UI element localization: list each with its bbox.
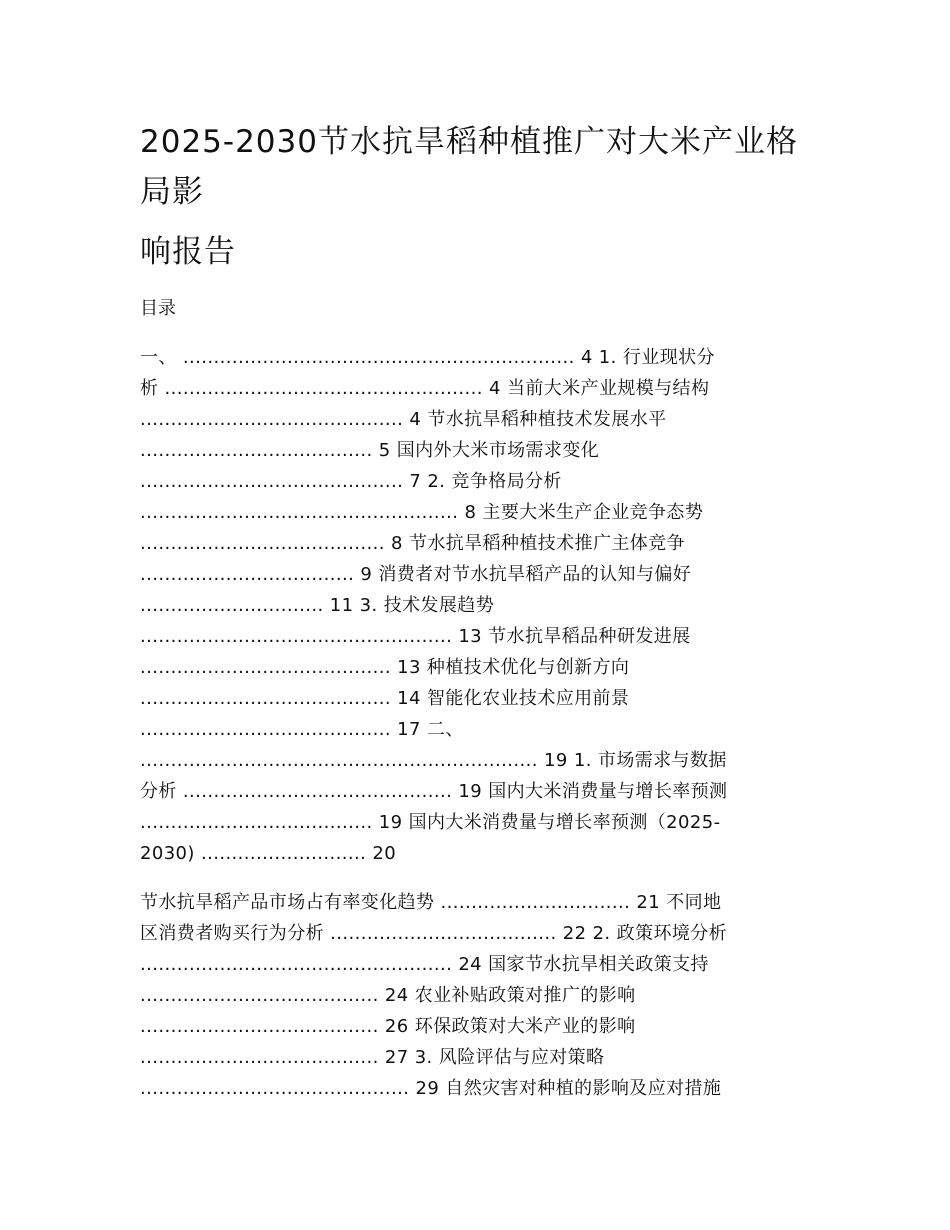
toc-line: ....................................... 26 环保政策对大米产业的影响 bbox=[140, 1016, 636, 1037]
toc-heading: 目录 bbox=[140, 298, 176, 319]
toc-line: 分析 ............................................ 19 国内大米消费量与增长率预测 bbox=[140, 781, 728, 802]
toc-line: ...................................... 19 国内大米消费量与增长率预测（2025- bbox=[140, 812, 721, 833]
toc-line: ................................................................. 19 1. 市场需求与数据 bbox=[140, 750, 727, 771]
toc-line: 一、 ................................................................ 4 1. 行业现状分 bbox=[140, 347, 715, 368]
toc-line: .................................................... 8 主要大米生产企业竞争态势 bbox=[140, 502, 704, 523]
toc-line: ....................................... 27 3. 风险评估与应对策略 bbox=[140, 1047, 605, 1068]
toc-line: ......................................... 13 种植技术优化与创新方向 bbox=[140, 657, 630, 678]
toc-line: 区消费者购买行为分析 ..................................... 22 2. 政策环境分析 bbox=[140, 923, 728, 944]
toc-line: 析 .................................................... 4 当前大米产业规模与结构 bbox=[140, 378, 710, 399]
document-title-line-1: 2025-2030节水抗旱稻种植推广对大米产业格 bbox=[140, 124, 798, 160]
toc-line: ................................... 9 消费者对节水抗旱稻产品的认知与偏好 bbox=[140, 564, 692, 585]
document-title-line-1b: 局影 bbox=[140, 174, 204, 210]
toc-line: ....................................... 24 农业补贴政策对推广的影响 bbox=[140, 985, 636, 1006]
toc-line: ................................................... 13 节水抗旱稻品种研发进展 bbox=[140, 626, 691, 647]
document-title-line-2: 响报告 bbox=[140, 234, 236, 270]
toc-line: ........................................ 8 节水抗旱稻种植技术推广主体竞争 bbox=[140, 533, 685, 554]
toc-line: 节水抗旱稻产品市场占有率变化趋势 ............................... 21 不同地 bbox=[140, 892, 722, 913]
toc-line: ........................................... 7 2. 竞争格局分析 bbox=[140, 471, 562, 492]
toc-line: 2030) ........................... 20 bbox=[140, 843, 397, 864]
toc-line: ................................................... 24 国家节水抗旱相关政策支持 bbox=[140, 954, 709, 975]
toc-line: ......................................... 17 二、 bbox=[140, 719, 464, 740]
toc-line: ......................................... 14 智能化农业技术应用前景 bbox=[140, 688, 630, 709]
toc-line: ............................................ 29 自然灾害对种植的影响及应对措施 bbox=[140, 1078, 722, 1099]
toc-line: ........................................... 4 节水抗旱稻种植技术发展水平 bbox=[140, 409, 667, 430]
toc-line: .............................. 11 3. 技术发展趋势 bbox=[140, 595, 495, 616]
toc-line: ...................................... 5 国内外大米市场需求变化 bbox=[140, 440, 600, 461]
